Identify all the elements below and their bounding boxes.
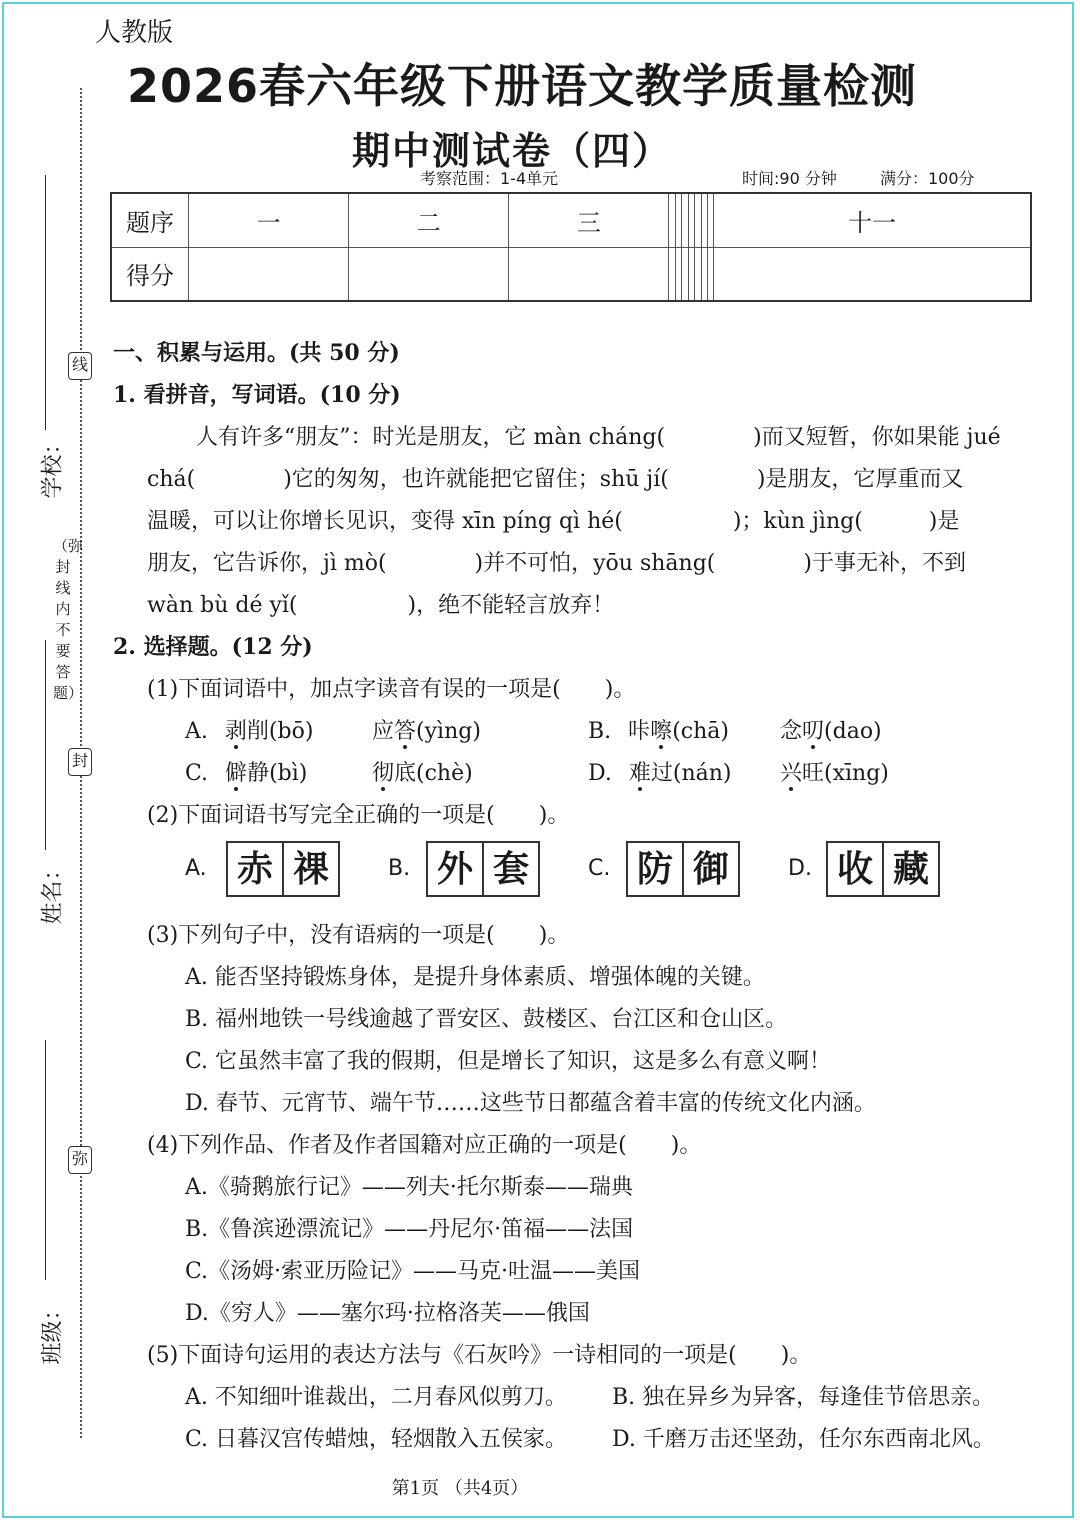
score-table bbox=[110, 192, 1032, 302]
binding-mark-mi: 弥 bbox=[68, 1146, 92, 1174]
score-table-header-row bbox=[111, 193, 1031, 247]
char-cell: 外 bbox=[428, 843, 484, 895]
exam-full-marks: 满分：100分 bbox=[880, 169, 975, 188]
option-a-char-box bbox=[226, 841, 340, 897]
option-b-word2 bbox=[780, 714, 882, 745]
option-b-letter[interactable]: B. bbox=[388, 856, 411, 881]
word-pinyin: (bō) bbox=[268, 719, 314, 744]
option-d-word2 bbox=[780, 756, 889, 787]
option-d-char-box bbox=[826, 841, 940, 897]
word-pinyin: (bì) bbox=[269, 761, 308, 786]
option-b[interactable]: B.《鲁滨逊漂流记》——丹尼尔·笛福——法国 bbox=[185, 1217, 634, 1242]
option-c[interactable] bbox=[185, 756, 307, 787]
word-pinyin: (dao) bbox=[824, 719, 882, 744]
name-label: 姓名： bbox=[40, 858, 66, 925]
school-label: 学校： bbox=[40, 432, 66, 499]
option-b[interactable]: B. 独在异乡为异客，每逢佳节倍思亲。 bbox=[612, 1385, 995, 1410]
class-line[interactable] bbox=[45, 1040, 46, 1280]
question-2-1-stem: (1)下面词语中，加点字读音有误的一项是( )。 bbox=[147, 677, 636, 702]
binding-mark-feng: 封 bbox=[68, 748, 92, 776]
word-pinyin: (chā) bbox=[672, 719, 729, 744]
score-cell[interactable] bbox=[509, 247, 669, 301]
option-d[interactable]: D.《穷人》——塞尔玛·拉格洛芙——俄国 bbox=[185, 1301, 590, 1326]
option-letter: B. bbox=[588, 719, 612, 744]
option-letter: A. bbox=[185, 719, 208, 744]
word-char: 削 bbox=[246, 719, 269, 744]
score-table-row-label: 题序 bbox=[111, 193, 189, 247]
score-table-col: 三 bbox=[509, 193, 669, 247]
score-cell[interactable] bbox=[349, 247, 509, 301]
option-c-char-box bbox=[626, 841, 740, 897]
option-c-letter[interactable]: C. bbox=[588, 856, 611, 881]
pinyin-line: wàn bù dé yǐ( )，绝不能轻言放弃！ bbox=[147, 593, 615, 618]
score-cell[interactable] bbox=[714, 247, 1031, 301]
option-d[interactable]: D. 春节、元宵节、端午节……这些节日都蕴含着丰富的传统文化内涵。 bbox=[185, 1091, 876, 1116]
option-c-word2 bbox=[372, 756, 473, 787]
option-letter: C. bbox=[185, 761, 209, 786]
option-c[interactable]: C. 它虽然丰富了我的假期，但是增长了知识，这是多么有意义啊！ bbox=[185, 1049, 832, 1074]
school-line[interactable] bbox=[45, 175, 46, 430]
exam-subtitle: 期中测试卷（四） bbox=[351, 129, 672, 173]
pinyin-line: chá( )它的匆匆，也许就能把它留住；shū jí( )是朋友，它厚重而又 bbox=[147, 467, 964, 492]
dotted-char: 叨 bbox=[802, 719, 825, 744]
word-char: 应 bbox=[372, 719, 395, 744]
char-cell: 收 bbox=[828, 843, 884, 895]
char-cell: 御 bbox=[692, 848, 729, 890]
option-a-word2 bbox=[372, 714, 481, 745]
score-table-row-label: 得分 bbox=[111, 247, 189, 301]
char-cell: 藏 bbox=[892, 848, 929, 890]
name-line[interactable] bbox=[45, 640, 46, 850]
char-cell: 赤 bbox=[228, 843, 284, 895]
dotted-char: 僻 bbox=[225, 761, 248, 786]
score-table-col: 十一 bbox=[714, 193, 1031, 247]
pinyin-line: 温暖，可以让你增长见识，变得 xīn píng qì hé( )；kùn jìng( )是 bbox=[147, 509, 960, 534]
option-d-letter[interactable]: D. bbox=[788, 856, 812, 881]
char-cell: 防 bbox=[628, 843, 684, 895]
section-heading: 一、积累与运用。(共 50 分) bbox=[113, 340, 400, 366]
question-2-2-stem: (2)下面词语书写完全正确的一项是( )。 bbox=[147, 803, 570, 828]
score-table-col: 二 bbox=[349, 193, 509, 247]
dotted-char: 答 bbox=[394, 719, 417, 744]
option-a[interactable]: A.《骑鹅旅行记》——列夫·托尔斯泰——瑞典 bbox=[185, 1175, 633, 1200]
word-char: 过 bbox=[650, 761, 673, 786]
word-char: 旺 bbox=[802, 761, 825, 786]
question-2-5-stem: (5)下面诗句运用的表达方法与《石灰吟》一诗相同的一项是( )。 bbox=[147, 1343, 812, 1368]
exam-time: 时间:90 分钟 bbox=[742, 169, 837, 188]
word-pinyin: (chè) bbox=[416, 761, 473, 786]
question-2-4-stem: (4)下列作品、作者及作者国籍对应正确的一项是( )。 bbox=[147, 1133, 702, 1158]
word-char: 念 bbox=[780, 719, 803, 744]
edition-label: 人教版 bbox=[95, 18, 174, 48]
option-b-char-box bbox=[426, 841, 540, 897]
question-1-title: 1. 看拼音，写词语。(10 分) bbox=[113, 382, 401, 408]
exam-title: 2026春六年级下册语文教学质量检测 bbox=[126, 59, 918, 113]
option-b[interactable]: B. 福州地铁一号线逾越了晋安区、鼓楼区、台江区和仓山区。 bbox=[185, 1007, 788, 1032]
word-pinyin: (nán) bbox=[672, 761, 732, 786]
question-2-title: 2. 选择题。(12 分) bbox=[113, 634, 313, 660]
option-b[interactable] bbox=[588, 714, 729, 745]
exam-scope: 考察范围：1-4单元 bbox=[420, 169, 559, 188]
word-pinyin: (xīng) bbox=[824, 761, 889, 786]
score-table-col: 一 bbox=[189, 193, 349, 247]
dotted-char: 难 bbox=[628, 761, 651, 786]
question-2-3-stem: (3)下列句子中，没有语病的一项是( )。 bbox=[147, 923, 570, 948]
class-label: 班级： bbox=[40, 1298, 66, 1365]
option-a[interactable] bbox=[185, 714, 313, 745]
word-char: 底 bbox=[394, 761, 417, 786]
char-cell: 套 bbox=[492, 848, 529, 890]
page-footer: 第1页 （共4页） bbox=[391, 1478, 529, 1499]
dotted-char: 剥 bbox=[224, 719, 247, 744]
score-cell[interactable] bbox=[189, 247, 349, 301]
option-a[interactable]: A. 不知细叶谁裁出，二月春风似剪刀。 bbox=[185, 1385, 567, 1410]
dotted-char: 彻 bbox=[372, 761, 395, 786]
option-d[interactable] bbox=[588, 756, 732, 787]
option-c[interactable]: C.《汤姆·索亚历险记》——马克·吐温——美国 bbox=[185, 1259, 641, 1284]
option-letter: D. bbox=[588, 761, 612, 786]
word-pinyin: (yìng) bbox=[416, 719, 481, 744]
option-a[interactable]: A. 能否坚持锻炼身体，是提升身体素质、增强体魄的关键。 bbox=[185, 965, 765, 990]
option-d[interactable]: D. 千磨万击还坚劲，任尔东西南北风。 bbox=[612, 1427, 995, 1452]
pinyin-line: 朋友，它告诉你，jì mò( )并不可怕，yōu shāng( )于事无补，不到 bbox=[147, 551, 966, 576]
option-a-letter[interactable]: A. bbox=[185, 856, 207, 881]
binding-note: （弥封线内不要答题） bbox=[53, 537, 84, 702]
dotted-char: 兴 bbox=[780, 761, 803, 786]
char-cell: 祼 bbox=[292, 848, 329, 890]
option-c[interactable]: C. 日暮汉宫传蜡烛，轻烟散入五侯家。 bbox=[185, 1427, 568, 1452]
binding-mark-xian: 线 bbox=[68, 352, 92, 380]
score-table-score-row bbox=[111, 247, 1031, 301]
word-char: 咔 bbox=[628, 719, 651, 744]
word-char: 静 bbox=[247, 761, 270, 786]
pinyin-line: 人有许多“朋友”：时光是朋友，它 màn cháng( )而又短暂，你如果能 jué bbox=[196, 425, 1001, 450]
dotted-char: 嚓 bbox=[650, 719, 673, 744]
